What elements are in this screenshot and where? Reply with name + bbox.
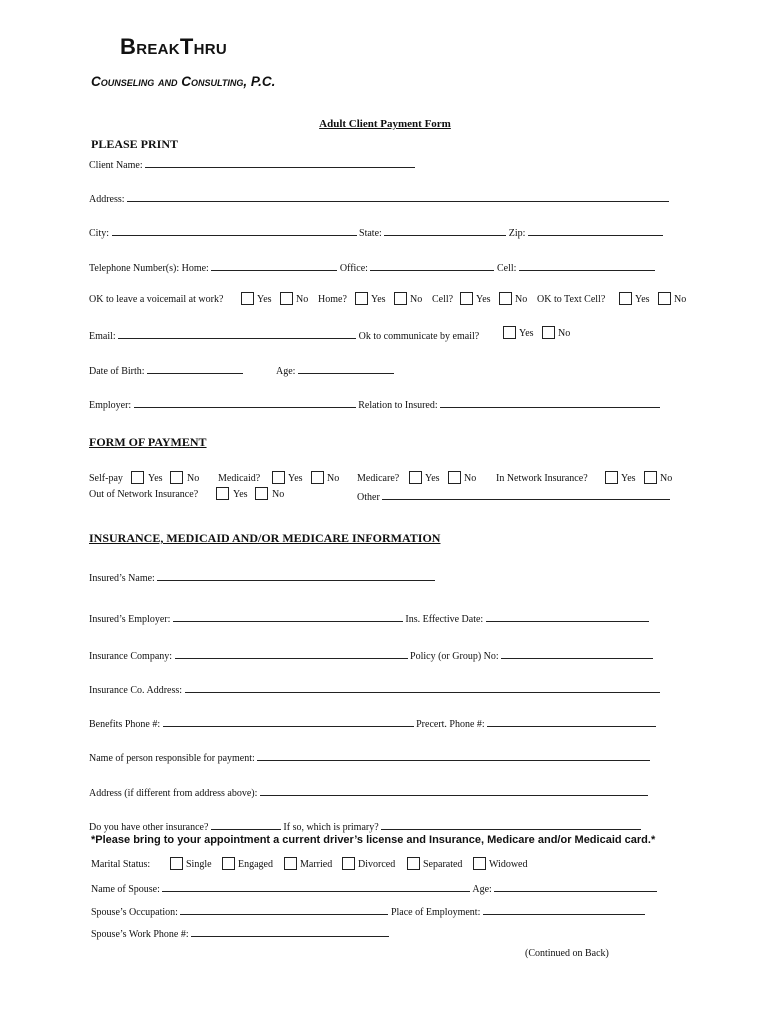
medicare-label: Medicare? xyxy=(357,473,400,484)
spouse-age-field[interactable] xyxy=(494,880,657,892)
office-phone-label: Office: xyxy=(339,263,368,274)
effective-date-field[interactable] xyxy=(486,610,649,622)
voicemail-cell-yes-label: Yes xyxy=(476,294,491,305)
email-field[interactable] xyxy=(118,327,356,339)
zip-label: Zip: xyxy=(508,228,526,239)
self-pay-yes-checkbox[interactable] xyxy=(131,471,144,484)
spouse-age-label: Age: xyxy=(472,884,492,895)
ok-email-label: Ok to communicate by email? xyxy=(358,331,480,342)
alt-address-label: Address (if different from address above): xyxy=(89,788,258,799)
insurance-company-row xyxy=(89,647,653,661)
text-cell-label: OK to Text Cell? xyxy=(537,294,606,305)
insured-name-label: Insured’s Name: xyxy=(89,573,155,584)
company-address-label: Insurance Co. Address: xyxy=(89,685,183,696)
marital-divorced-checkbox[interactable] xyxy=(342,857,355,870)
ok-email-no-label: No xyxy=(558,328,571,339)
self-pay-no-label: No xyxy=(187,473,200,484)
employer-field[interactable] xyxy=(134,396,356,408)
medicaid-yes-checkbox[interactable] xyxy=(272,471,285,484)
city-label: City: xyxy=(89,228,110,239)
spouse-work-phone-row xyxy=(91,925,389,939)
cell-phone-label: Cell: xyxy=(496,263,517,274)
other-payment-row xyxy=(357,488,670,502)
out-network-no-label: No xyxy=(272,489,285,500)
zip-field[interactable] xyxy=(528,224,663,236)
voicemail-cell-label: Cell? xyxy=(432,294,454,305)
policy-label: Policy (or Group) No: xyxy=(410,651,499,662)
state-field[interactable] xyxy=(384,224,506,236)
voicemail-cell-yes-checkbox[interactable] xyxy=(460,292,473,305)
text-cell-yes-checkbox[interactable] xyxy=(619,292,632,305)
voicemail-work-yes-checkbox[interactable] xyxy=(241,292,254,305)
address-field[interactable] xyxy=(127,190,669,202)
policy-field[interactable] xyxy=(501,647,653,659)
brand-subtitle: Counseling and Consulting, P.C. xyxy=(91,74,276,89)
out-network-no-checkbox[interactable] xyxy=(255,487,268,500)
age-label: Age: xyxy=(276,366,296,377)
voicemail-home-no-label: No xyxy=(410,294,423,305)
form-title: Adult Client Payment Form xyxy=(319,118,451,130)
marital-separated-checkbox[interactable] xyxy=(407,857,420,870)
relation-label: Relation to Insured: xyxy=(358,400,438,411)
client-name-field[interactable] xyxy=(145,156,415,168)
client-name-row xyxy=(89,156,415,170)
self-pay-label: Self-pay xyxy=(89,473,123,484)
voicemail-work-no-label: No xyxy=(296,294,309,305)
in-network-no-label: No xyxy=(660,473,673,484)
in-network-label: In Network Insurance? xyxy=(496,473,588,484)
voicemail-home-label: Home? xyxy=(318,294,347,305)
company-address-field[interactable] xyxy=(185,681,660,693)
out-network-label: Out of Network Insurance? xyxy=(89,489,199,500)
responsible-field[interactable] xyxy=(257,749,650,761)
ok-email-yes-checkbox[interactable] xyxy=(503,326,516,339)
voicemail-home-yes-label: Yes xyxy=(371,294,386,305)
employer-label: Employer: xyxy=(89,400,132,411)
primary-field[interactable] xyxy=(381,818,641,830)
medicaid-no-label: No xyxy=(327,473,340,484)
brand-name: BreakThru xyxy=(120,34,228,59)
voicemail-cell-no-checkbox[interactable] xyxy=(499,292,512,305)
voicemail-home-no-checkbox[interactable] xyxy=(394,292,407,305)
marital-single-checkbox[interactable] xyxy=(170,857,183,870)
marital-status-label: Marital Status: xyxy=(91,859,151,870)
age-field[interactable] xyxy=(298,362,394,374)
marital-married-label: Married xyxy=(300,859,333,870)
city-field[interactable] xyxy=(112,224,357,236)
insured-employer-field[interactable] xyxy=(173,610,403,622)
company-address-row xyxy=(89,681,660,695)
benefits-phone-row xyxy=(89,715,656,729)
medicare-no-checkbox[interactable] xyxy=(448,471,461,484)
continued-note: (Continued on Back) xyxy=(525,948,609,959)
alt-address-row xyxy=(89,784,648,798)
payment-heading: FORM OF PAYMENT xyxy=(89,435,207,449)
dob-field[interactable] xyxy=(147,362,243,374)
spouse-occupation-row xyxy=(91,903,645,917)
address-label: Address: xyxy=(89,194,125,205)
medicaid-yes-label: Yes xyxy=(288,473,303,484)
insurance-company-field[interactable] xyxy=(175,647,408,659)
marital-single-label: Single xyxy=(186,859,212,870)
spouse-name-label: Name of Spouse: xyxy=(91,884,160,895)
other-insurance-row xyxy=(89,818,641,832)
marital-widowed-checkbox[interactable] xyxy=(473,857,486,870)
insurance-company-label: Insurance Company: xyxy=(89,651,173,662)
ok-email-no-checkbox[interactable] xyxy=(542,326,555,339)
place-employment-field[interactable] xyxy=(483,903,645,915)
voicemail-work-no-checkbox[interactable] xyxy=(280,292,293,305)
responsible-label: Name of person responsible for payment: xyxy=(89,753,255,764)
primary-label: If so, which is primary? xyxy=(283,822,379,833)
marital-widowed-label: Widowed xyxy=(489,859,528,870)
client-name-label: Client Name: xyxy=(89,160,143,171)
marital-married-checkbox[interactable] xyxy=(284,857,297,870)
precert-phone-label: Precert. Phone #: xyxy=(416,719,485,730)
out-network-yes-checkbox[interactable] xyxy=(216,487,229,500)
other-insurance-field[interactable] xyxy=(211,818,281,830)
text-cell-no-label: No xyxy=(674,294,687,305)
city-state-zip-row xyxy=(89,224,663,238)
marital-divorced-label: Divorced xyxy=(358,859,396,870)
medicare-yes-checkbox[interactable] xyxy=(409,471,422,484)
email-label: Email: xyxy=(89,331,116,342)
marital-engaged-checkbox[interactable] xyxy=(222,857,235,870)
home-phone-field[interactable] xyxy=(211,259,337,271)
email-row xyxy=(89,327,479,341)
benefits-phone-label: Benefits Phone #: xyxy=(89,719,161,730)
employer-row xyxy=(89,396,660,410)
ok-email-yes-label: Yes xyxy=(519,328,534,339)
marital-separated-label: Separated xyxy=(423,859,463,870)
address-row xyxy=(89,190,669,204)
medicare-no-label: No xyxy=(464,473,477,484)
other-payment-label: Other xyxy=(357,492,380,503)
voicemail-work-label: OK to leave a voicemail at work? xyxy=(89,294,224,305)
self-pay-yes-label: Yes xyxy=(148,473,163,484)
dob-label: Date of Birth: xyxy=(89,366,145,377)
age-row xyxy=(276,362,394,376)
voicemail-cell-no-label: No xyxy=(515,294,528,305)
medicaid-no-checkbox[interactable] xyxy=(311,471,324,484)
in-network-no-checkbox[interactable] xyxy=(644,471,657,484)
voicemail-home-yes-checkbox[interactable] xyxy=(355,292,368,305)
spouse-work-phone-label: Spouse’s Work Phone #: xyxy=(91,929,189,940)
medicare-yes-label: Yes xyxy=(425,473,440,484)
state-label: State: xyxy=(359,228,382,239)
insured-name-field[interactable] xyxy=(157,569,435,581)
text-cell-yes-label: Yes xyxy=(635,294,650,305)
spouse-name-row xyxy=(91,880,657,894)
cell-phone-field[interactable] xyxy=(519,259,655,271)
please-print-label: PLEASE PRINT xyxy=(91,137,179,151)
insured-name-row xyxy=(89,569,435,583)
spouse-occupation-label: Spouse’s Occupation: xyxy=(91,907,178,918)
text-cell-no-checkbox[interactable] xyxy=(658,292,671,305)
insurance-heading: INSURANCE, MEDICAID AND/OR MEDICARE INFORMATION xyxy=(89,531,441,545)
spouse-name-field[interactable] xyxy=(162,880,470,892)
self-pay-no-checkbox[interactable] xyxy=(170,471,183,484)
spouse-work-phone-field[interactable] xyxy=(191,925,389,937)
benefits-phone-field[interactable] xyxy=(163,715,414,727)
responsible-row xyxy=(89,749,650,763)
dob-row xyxy=(89,362,243,376)
other-payment-field[interactable] xyxy=(382,488,670,500)
effective-date-label: Ins. Effective Date: xyxy=(405,614,484,625)
voicemail-work-yes-label: Yes xyxy=(257,294,272,305)
insured-employer-label: Insured’s Employer: xyxy=(89,614,171,625)
office-phone-field[interactable] xyxy=(370,259,494,271)
in-network-yes-label: Yes xyxy=(621,473,636,484)
medicaid-label: Medicaid? xyxy=(218,473,261,484)
precert-phone-field[interactable] xyxy=(487,715,656,727)
relation-field[interactable] xyxy=(440,396,660,408)
marital-engaged-label: Engaged xyxy=(238,859,273,870)
insured-employer-row xyxy=(89,610,649,624)
out-network-yes-label: Yes xyxy=(233,489,248,500)
alt-address-field[interactable] xyxy=(260,784,648,796)
place-employment-label: Place of Employment: xyxy=(390,907,481,918)
telephone-row xyxy=(89,259,655,273)
in-network-yes-checkbox[interactable] xyxy=(605,471,618,484)
home-phone-label: Telephone Number(s): Home: xyxy=(89,263,209,274)
id-card-note: *Please bring to your appointment a current driver’s license and Insurance, Medicare and/or Medicaid card.* xyxy=(91,834,656,846)
spouse-occupation-field[interactable] xyxy=(180,903,388,915)
other-insurance-label: Do you have other insurance? xyxy=(89,822,209,833)
